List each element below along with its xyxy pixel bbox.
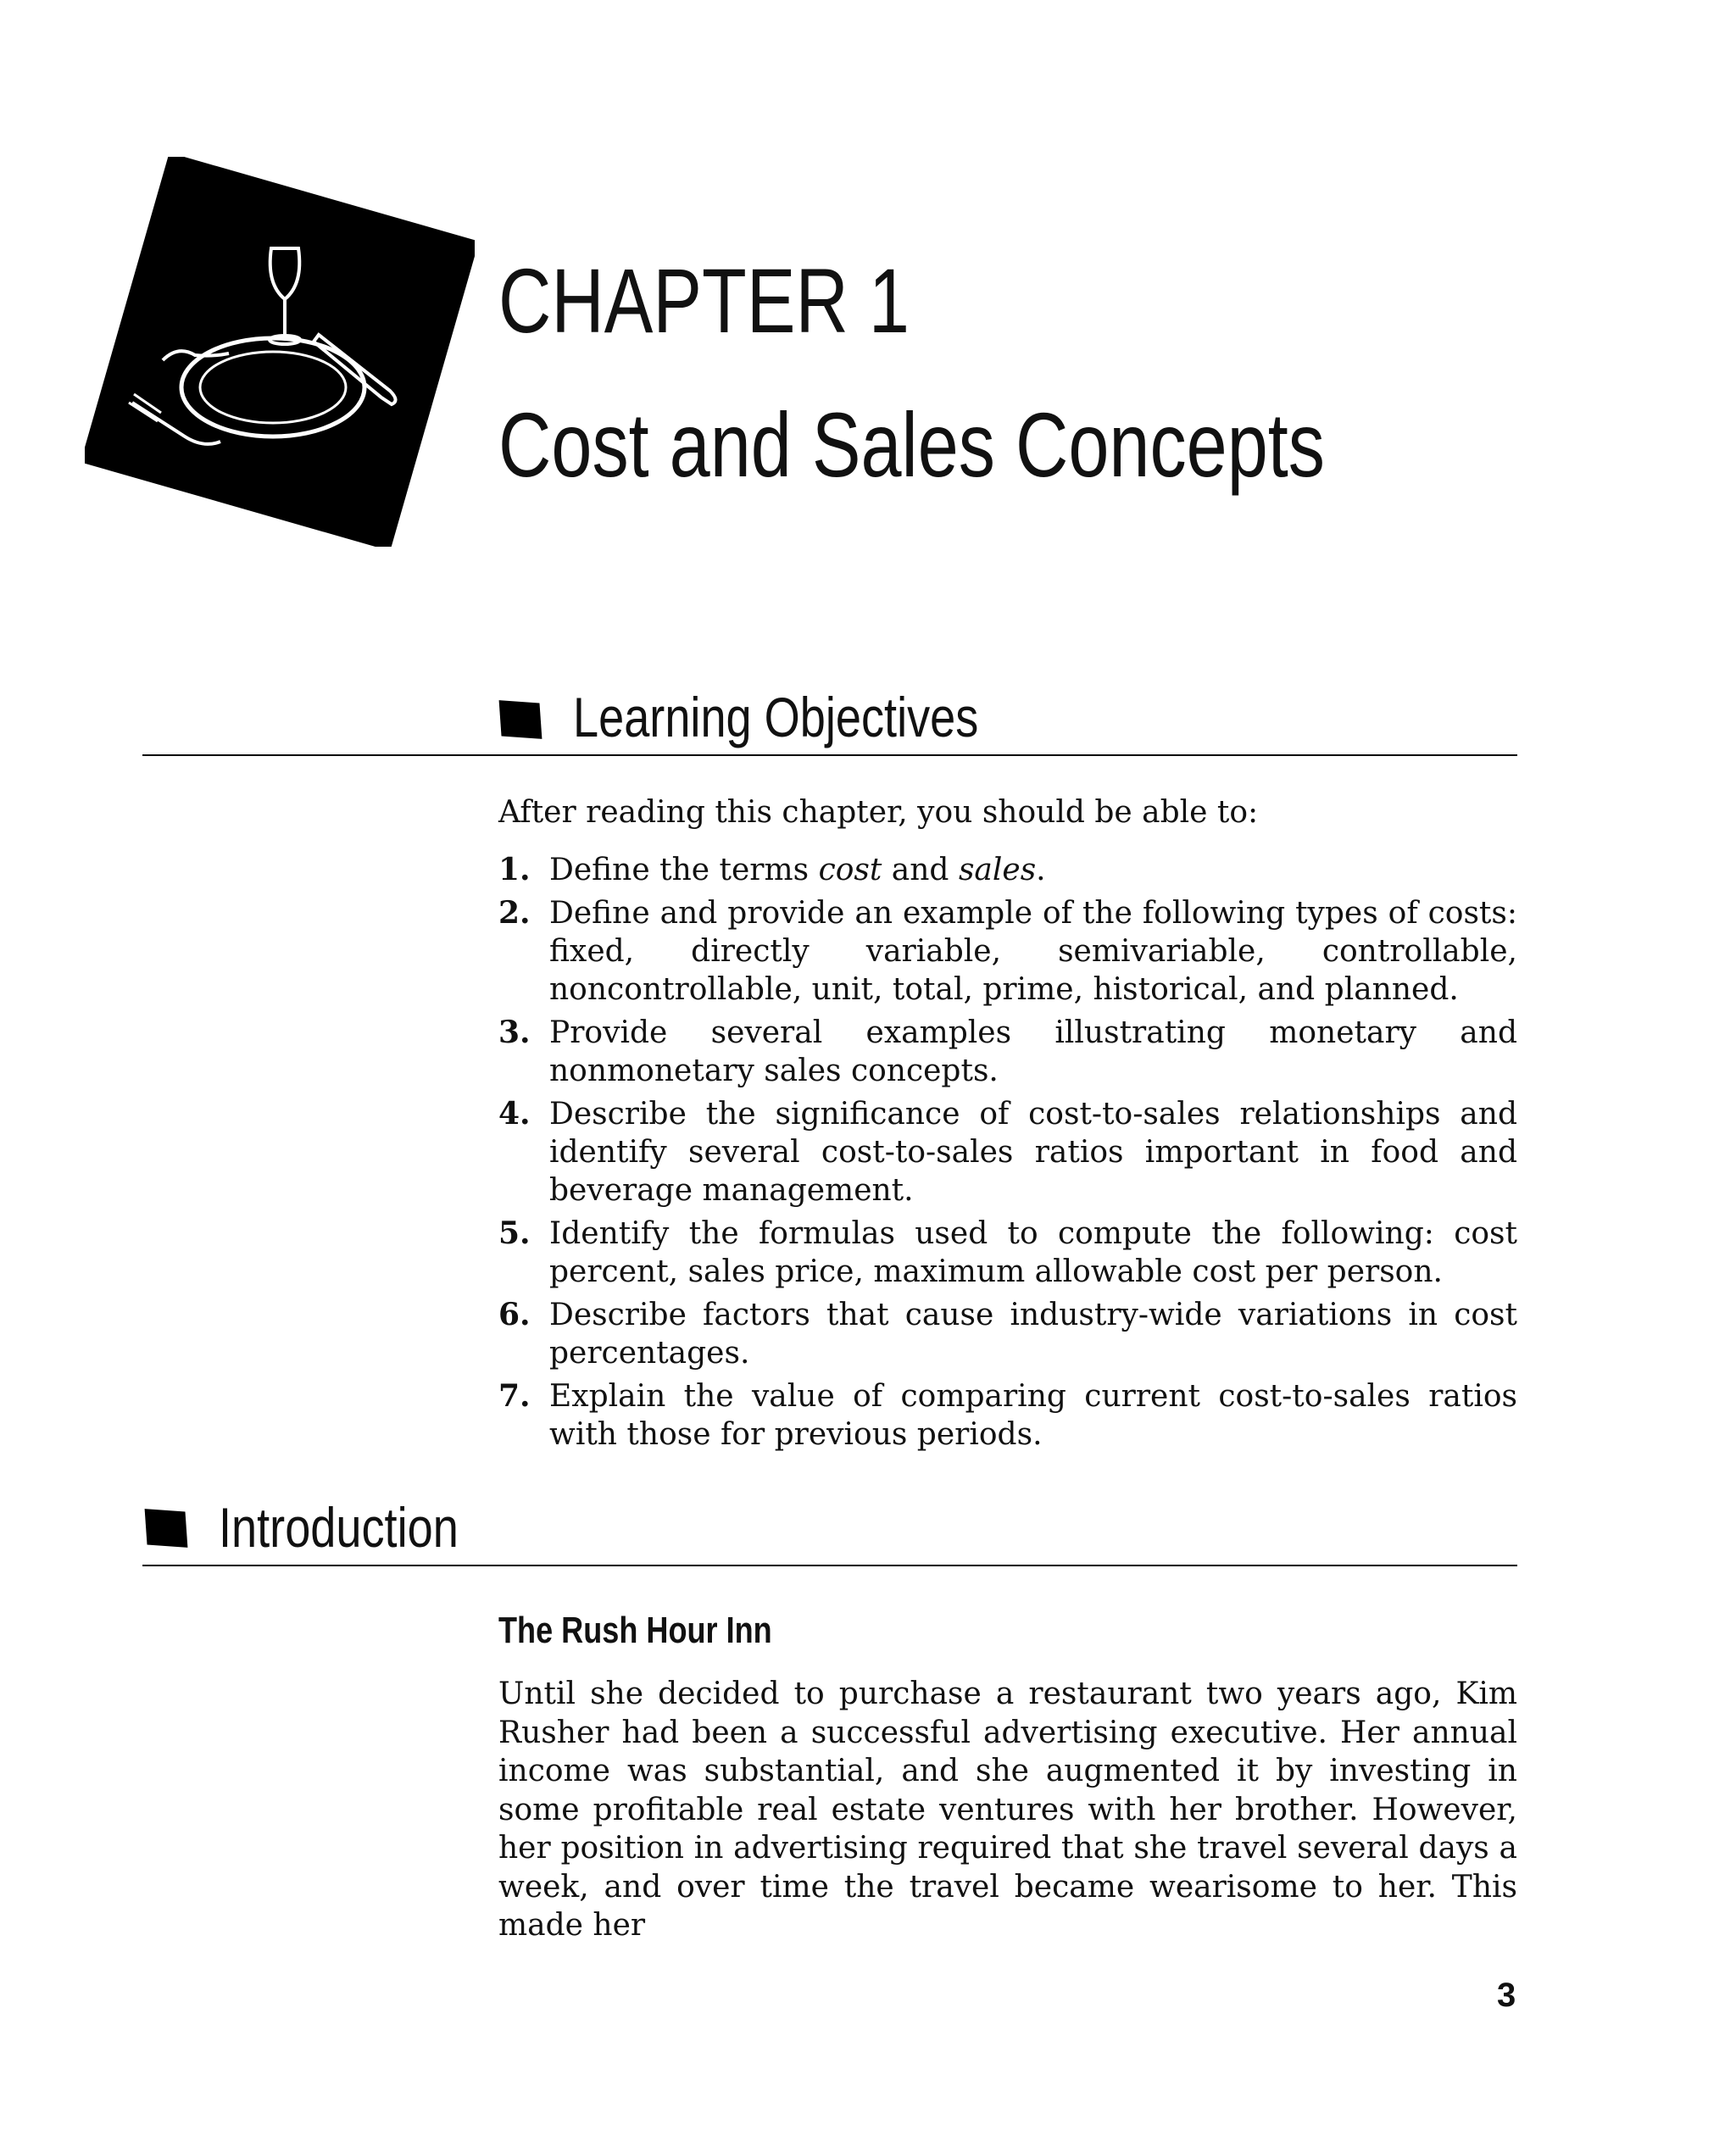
list-item: 4. Describe the significance of cost-to-sales relationships and identify several cost-to-sales ratios important in food and beverage management. [498, 1096, 1517, 1208]
list-item: 3. Provide several examples illustrating monetary and nonmonetary sales concepts. [498, 1015, 1517, 1088]
list-item: 7. Explain the value of comparing current cost-to-sales ratios with those for previous periods. [498, 1378, 1517, 1452]
list-item: 2. Define and provide an example of the following types of costs: fixed, directly variable, semivariable, controllable, noncontrollable, unit, total, prime, historical, and planned. [498, 895, 1517, 1007]
list-item: 5. Identify the formulas used to compute the following: cost percent, sales price, maximum allowable cost per person. [498, 1215, 1517, 1289]
list-item: 6. Describe factors that cause industry-wide variations in cost percentages. [498, 1297, 1517, 1371]
chapter-label: CHAPTER 1 [498, 249, 910, 352]
section-divider [142, 754, 1517, 756]
section-bullet-icon [499, 700, 542, 739]
intro-paragraph: Until she decided to purchase a restaurant two years ago, Kim Rusher had been a successful advertising executive. Her annual income was substantial, and she augmented it by investing in some profitable real estate ventures with her brother. However, her position in advertising required that she travel several days a week, and over time the travel became wearisome to her. This made her [498, 1677, 1517, 1943]
chapter-title: Cost and Sales Concepts [498, 393, 1325, 496]
list-item: 1. Define the terms cost and sales. [498, 852, 1046, 887]
learning-objectives-heading: Learning Objectives [573, 686, 979, 748]
objectives-intro: After reading this chapter, you should be able to: [498, 795, 1259, 830]
section-divider [142, 1565, 1517, 1566]
page-number: 3 [1497, 1977, 1516, 2014]
objectives-list [498, 851, 1517, 1459]
introduction-heading: Introduction [219, 1496, 459, 1559]
place-setting-icon [85, 157, 475, 547]
case-subheading: The Rush Hour Inn [498, 1610, 772, 1651]
section-bullet-icon [145, 1509, 188, 1548]
